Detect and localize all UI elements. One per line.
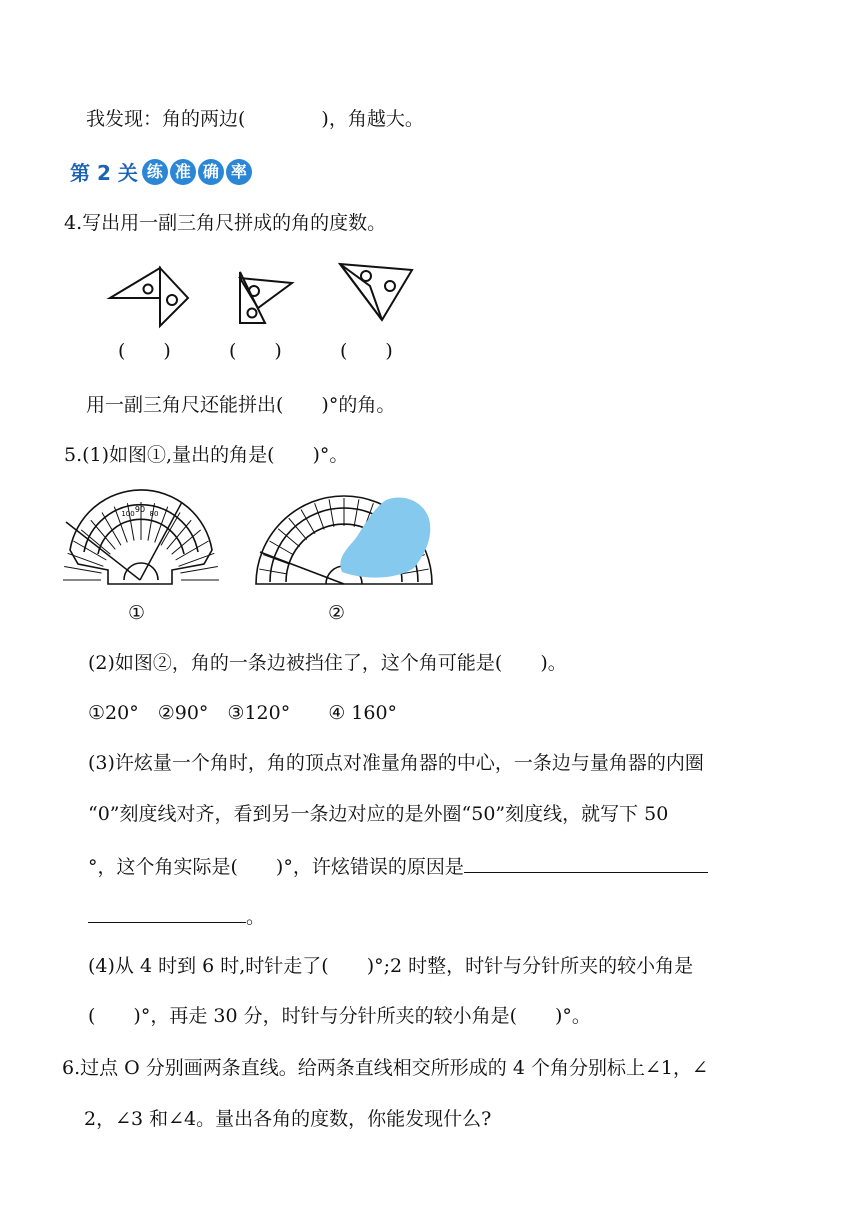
angle-side [140, 502, 182, 580]
protractor-figure-2 [246, 488, 446, 592]
protractor-tick [259, 569, 287, 574]
ruler-hole [167, 295, 177, 305]
ruler-hole [144, 285, 153, 294]
q5-part3-line2: “0”刻度线对齐，看到另一条边对应的是外圈“50”刻度线，就写下 50 [88, 803, 669, 825]
q5-part1: 5.(1)如图①,量出的角是( )°。 [64, 444, 349, 466]
protractor-number: 80 [149, 510, 159, 518]
q4-blank-1: ( ) [118, 340, 171, 362]
q5-part3-line3-text: °，这个角实际是( )°，许炫错误的原因是 [88, 856, 464, 878]
q5-part2: (2)如图②，角的一条边被挡住了，这个角可能是( )。 [88, 652, 567, 674]
ruler-hole [361, 271, 371, 281]
q5-options: ①20° ②90° ③120° ④ 160° [88, 702, 398, 724]
q5-part3-line3 [88, 852, 708, 880]
triangle-ruler-shape [240, 278, 292, 308]
section-char: 率 [226, 159, 252, 185]
q4-blank-3: ( ) [340, 340, 393, 362]
angle-side [260, 552, 344, 584]
protractor-tick [301, 510, 315, 534]
answer-line [88, 902, 246, 923]
q5-part3-line4 [88, 902, 265, 930]
protractor-tick [329, 499, 334, 527]
discovery-line: 我发现：角的两边( )，角越大。 [86, 108, 424, 130]
protractor-tick [354, 499, 359, 527]
triangle-ruler-shape [110, 268, 160, 298]
q5-part4-line1: (4)从 4 时到 6 时,时针走了( )°;2 时整，时针与分针所夹的较小角是 [88, 955, 694, 977]
ruler-hole [385, 281, 395, 291]
q5-part4-line2: ( )°，再走 30 分，时针与分针所夹的较小角是( )°。 [88, 1005, 591, 1027]
triangle-rulers-figure [100, 258, 430, 332]
triangle-ruler-shape [340, 264, 382, 320]
protractor-tick [278, 529, 299, 547]
ruler-hole [248, 309, 257, 318]
section-badge [70, 157, 254, 186]
fig-label-2: ② [328, 602, 346, 624]
answer-line [464, 852, 708, 873]
protractor-tick [315, 503, 325, 529]
fig-label-1: ① [128, 602, 146, 624]
section-char: 练 [142, 159, 168, 185]
q4-blank-2: ( ) [229, 340, 282, 362]
protractor-number: 100 [121, 510, 135, 518]
q4-followup: 用一副三角尺还能拼出( )°的角。 [86, 394, 396, 416]
section-char: 确 [198, 159, 224, 185]
triangle-ruler-shape [160, 268, 188, 326]
q6-line1: 6.过点 O 分别画两条直线。给两条直线相交所形成的 4 个角分别标上∠1，∠ [62, 1057, 708, 1079]
protractor-number: 90 [134, 505, 146, 514]
angle-side [66, 522, 140, 580]
protractor-tick [263, 555, 289, 565]
protractor-tick [81, 530, 110, 554]
section-prefix: 第 2 关 [70, 161, 138, 185]
q6-line2: 2，∠3 和∠4。量出各角的度数，你能发现什么? [84, 1108, 492, 1130]
section-char: 准 [170, 159, 196, 185]
q4-title: 4.写出用一副三角尺拼成的角的度数。 [64, 212, 387, 234]
q5-part3-line1: (3)许炫量一个角时，角的顶点对准量角器的中心，一条边与量角器的内圈 [88, 752, 704, 774]
q5-part3-line4-end: 。 [246, 906, 266, 928]
ruler-hole [249, 286, 259, 296]
protractor-tick [172, 530, 201, 554]
protractor-figure-1 [62, 488, 220, 592]
